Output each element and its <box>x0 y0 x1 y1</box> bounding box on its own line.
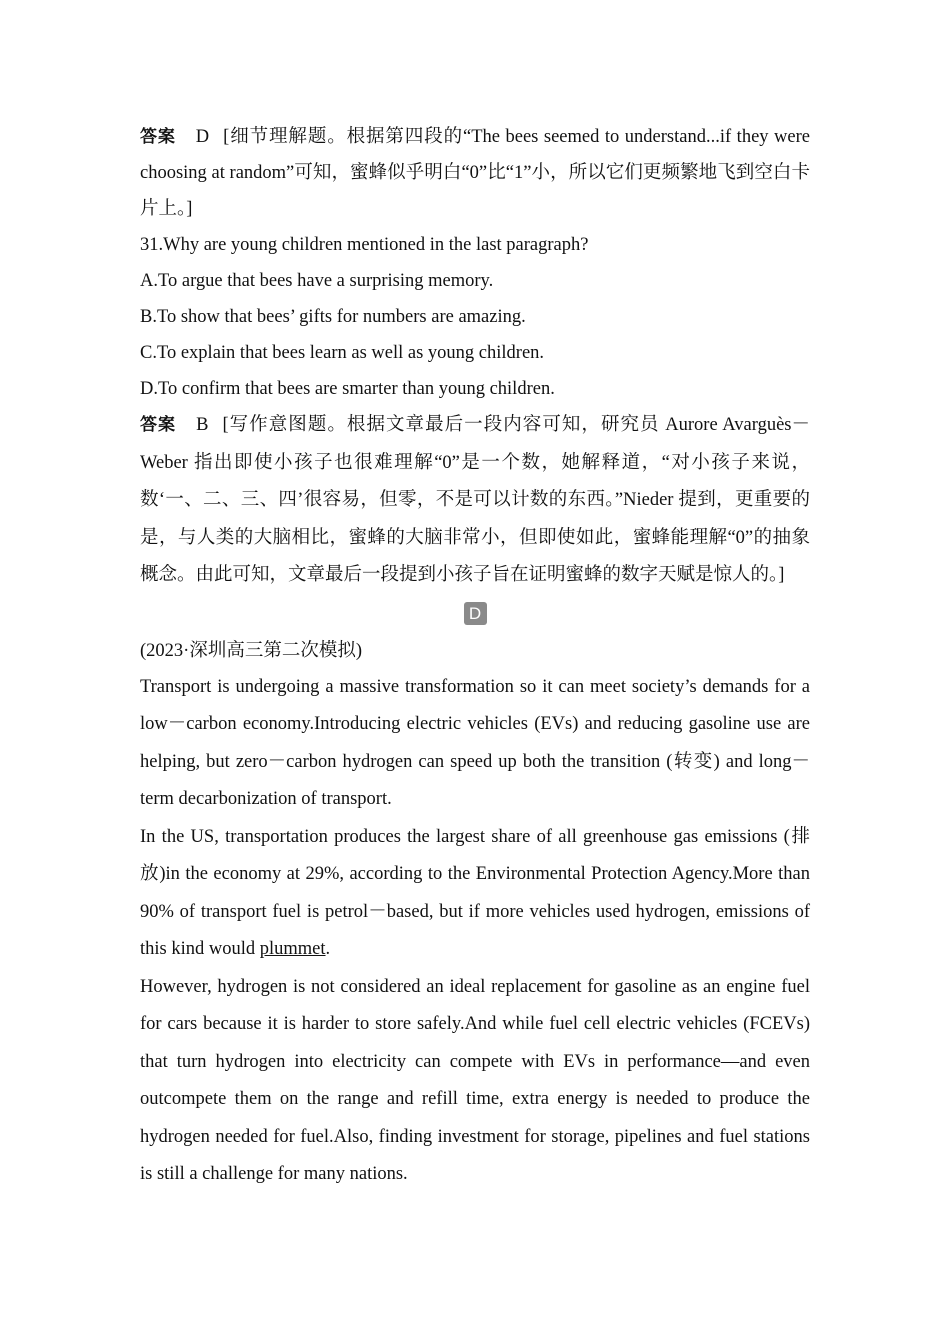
answer-explanation: [写作意图题。根据文章最后一段内容可知，研究员 Aurore Avarguès－Weber 指出即使小孩子也很难理解“0”是一个数，她解释道，“对小孩子来说，数‘一、二、三、四’很容易，但零，不是可以计数的东西。”Nieder 提到，更重要的是，与人类的大脑相比，蜜蜂的大脑非常小，但即使如此，蜜蜂能理解“0”的抽象概念。由此可知，文章最后一段提到小孩子旨在证明蜜蜂的数字天赋是惊人的。] <box>140 415 810 585</box>
answer-label: 答案 <box>140 415 177 435</box>
section-badge: D <box>464 602 487 625</box>
question-31-stem: 31.Why are young children mentioned in the last paragraph? <box>140 235 589 255</box>
answer-letter: D <box>195 127 210 147</box>
question-31-option-d: D.To confirm that bees are smarter than young children. <box>140 379 555 399</box>
answer-30 <box>140 119 810 227</box>
paragraph-text: In the US, transportation produces the largest share of all greenhouse gas emissions (排放)in the economy at 29%, according to the Environmental Protection Agency.More than 90% of transport fuel is petrol－based, but if more vehicles used hydrogen, emissions of this kind would <box>140 826 810 959</box>
section-badge-row <box>140 595 810 633</box>
document-page <box>140 119 810 1194</box>
answer-31 <box>140 407 810 595</box>
passage-paragraph-2 <box>140 819 810 969</box>
question-31-option-a: A.To argue that bees have a surprising memory. <box>140 271 494 291</box>
answer-letter: B <box>196 415 209 435</box>
underlined-word: plummet <box>259 939 326 959</box>
answer-explanation: [细节理解题。根据第四段的“The bees seemed to understand...if they were choosing at random”可知，蜜蜂似乎明白“0”比“1”小，所以它们更频繁地飞到空白卡片上。] <box>140 127 810 219</box>
paragraph-text-end: . <box>325 939 331 959</box>
passage-paragraph-1: Transport is undergoing a massive transformation so it can meet society’s demands for a low－carbon economy.Introducing electric vehicles (EVs) and reducing gasoline use are helping, but zero－carbon hydrogen can speed up both the transition (转变) and long－term decarbonization of transport. <box>140 676 810 809</box>
question-31-option-c: C.To explain that bees learn as well as young children. <box>140 343 545 363</box>
passage-paragraph-3: However, hydrogen is not considered an ideal replacement for gasoline as an engine fuel for cars because it is harder to store safely.And while fuel cell electric vehicles (FCEVs) that turn hydrogen into electricity can compete with EVs in performance—and even outcompete them on the range and refill time, extra energy is needed to produce the hydrogen needed for fuel.Also, finding investment for storage, pipelines and fuel stations is still a challenge for many nations. <box>140 976 810 1184</box>
answer-label: 答案 <box>140 127 176 147</box>
passage-source: (2023·深圳高三第二次模拟) <box>140 640 362 661</box>
question-31-option-b: B.To show that bees’ gifts for numbers are amazing. <box>140 307 526 327</box>
